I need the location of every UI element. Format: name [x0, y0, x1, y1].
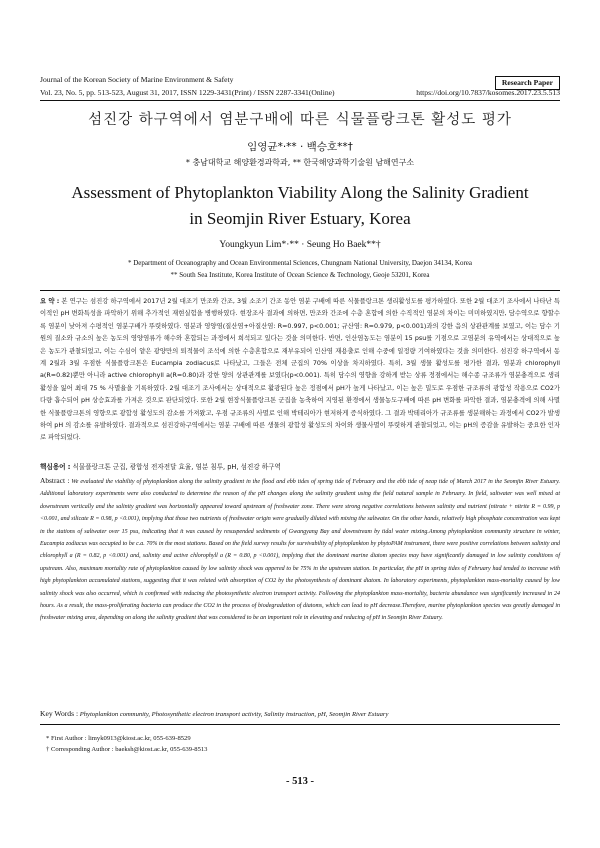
- affiliation-2: ** South Sea Institute, Korea Institute of Ocean Science & Technology, Geoje 53201, Korea: [170, 271, 430, 279]
- english-keywords-label: Key Words :: [40, 709, 79, 718]
- header-rule: [40, 100, 560, 101]
- affiliation-1: * Department of Oceanography and Ocean Environmental Sciences, Chungnam National University, Daejon 34134, Korea: [128, 259, 472, 267]
- first-author-footnote: * First Author : limyk0913@kiost.ac.kr, 055-639-8529: [46, 735, 191, 742]
- english-keywords-text: Phytoplankton community, Photosynthetic electron transport activity, Salinity instruction, pH, Seomjin River Estuary: [79, 711, 389, 718]
- english-affiliation: [40, 257, 560, 281]
- english-title: [40, 180, 560, 232]
- page-number: - 513 -: [286, 776, 314, 787]
- abstract-bottom-rule: [40, 724, 560, 725]
- english-abstract-text: We evaluated the viability of phytoplankton along the salinity gradient in the flood and ebb tides of spring tide of February and the ebb tide of neap tide of March 2017 in the Seomjin River Estuary. Additional laboratory experiments were also conducted to determine the reason of the pH changes along the salinity gradient using the field natural sample in February. In field, saltwater was well mixed at downstream vertically and the salinity gradient was horizontally appeared toward upstream of freshwater zone. There were strong negative correlations between salinity and nutrient (nitrate + nitrite R = 0.99, p <0.001, and silicate R = 0.98, p <0.001), implying that those two nutrients of freshwater origin were gradually diluted with mixing the saltwater. On the other hands, relatively high phosphate concentration was kept in the stations of saltwater over 15 psu, indicating that it was caused by resuspended sediments of Gwangyang Bay and downstream by tidal water mixing.Among phytoplankton community structure in winter, Eucampia zodiacus was occupied to be c.a. 70% in the most stations. Based on the field survey results for survivability of phytoplankton by phytoPAM instrument, there were positive correlations between salinity and chlorophyll a (R = 0.82, p <0.001) and, salinity and active chlorophyll a (R = 0.80, p <0.001), implying that the dominant marine diatom species may have significantly damaged in low salinity conditions of upstream. Also, maximum mortality rate of phytoplankton caused by low salinity shock was appered to be 75% in the upstream station. In particular, the pH in spring tides of February had tended to increase with high phytoplankton accumulated stations, suggesting that it was related with absorption of CO2 by the photosynthesis of dominant diatom. In laboratory experiments, phytoplankton mass-mortality caused by low salinity shock was also occurred, which is confirmed with reducing the photosynthetic electron transport activity. Following the phytoplankton mass-mortality, bacteria abundance was significantly increased in 24 hours. As a result, the mass-proliferating bacteria can produce the CO2 in the process of biodegradation of diatoms, which can lead to pH decrease.Therefore, marine phytoplankton species was greatly damaged in freshwater mixing area, depending on along the salinity gradient that was considered to be an important role in elevating and reducing of pH in Seomjin River Estuary.: [40, 479, 560, 622]
- english-authors: Youngkyun Lim*·** · Seung Ho Baek**†: [219, 240, 381, 250]
- volume-info: Vol. 23, No. 5, pp. 513-523, August 31, 2017, ISSN 1229-3431(Print) / ISSN 2287-3341(Online): [40, 88, 335, 97]
- english-title-line-2: in Seomjin River Estuary, Korea: [189, 209, 411, 228]
- abstract-top-rule: [40, 290, 560, 291]
- korean-abstract-label: 요 약 :: [40, 298, 60, 305]
- corresponding-author-footnote: † Corresponding Author : baeksh@kiost.ac.kr, 055-639-8513: [46, 746, 208, 753]
- korean-keywords-label: 핵심용어 :: [40, 463, 71, 471]
- korean-authors: 임영균*·** · 백승호**†: [247, 141, 353, 153]
- korean-keywords: [40, 461, 560, 471]
- english-title-line-1: Assessment of Phytoplankton Viability Along the Salinity Gradient: [71, 183, 529, 202]
- english-abstract: [40, 475, 560, 625]
- doi-link[interactable]: https://doi.org/10.7837/kosomes.2017.23.5.513: [416, 88, 560, 97]
- journal-name: Journal of the Korean Society of Marine Environment & Safety: [40, 75, 234, 84]
- korean-keywords-text: 식물플랑크톤 군집, 광합성 전자전달 효율, 염분 침투, pH, 섬진강 하구역: [72, 463, 281, 471]
- korean-affiliation: * 충남대학교 해양환경과학과, ** 한국해양과학기술원 남해연구소: [185, 158, 415, 167]
- korean-title: 섬진강 하구역에서 염분구배에 따른 식물플랑크톤 활성도 평가: [88, 112, 512, 128]
- korean-abstract-text: 본 연구는 섬진강 하구역에서 2017년 2월 대조기 만조와 간조, 3월 소조기 간조 동안 염분 구배에 따른 식물플랑크톤 생리활성도를 평가하였다. 또한 2월 대조기 조사에서 나타난 특이적인 pH 변화특성을 파악하기 위해 추가적인 재현실험을 병행하였다. 현장조사 결과에 의하면, 만조와 간조에 수층 혼합에 의한 수직적인 염분의 차이는 미미하였지만, 담수역으로 향할수록 염분이 낮아져 수평적인 염분구배가 뚜렷하였다. 염분과 영양염(질산염+아질산염: R=0.997, p<0.001; 규산염: R=0.979, p<0.001)과의 강한 음의 상관관계를 보였고, 이는 담수 기원의 질소와 규소의 높은 농도의 영양염류가 해수와 혼합되는 과정에서 희석되고 있다는 것을 의미한다. 반면, 인산염농도는 염분이 15 psu를 기점으로 고염분의 유역에서는 상대적으로 높은 농도가 관찰되었고, 이는 수심이 얕은 광양만의 퇴적물이 조석에 의한 수층혼합으로 재부유되어 인산염 재용출로 인해 수중에 일정량 기여하였다는 것을 의미한다. 섬진강 하구역에서 동계 2월과 3월 우점한 식물플랑크톤은 Eucampia zodiacus로 나타났고, 그들은 전체 군집의 70% 이상을 차지하였다. 특히, 3월 생물 활성도를 평가한 결과, 염분과 chlorophyll a(R=0.82)뿐만 아니라 active chlorophyll a(R=0.80)과 강한 양의 상관관계를 보였다(p<0.001). 특히 담수의 영향을 강하게 받는 상류 정점에서는 해수종 규조류가 염분충격으로 생리활성을 잃어 최대 75 % 사멸율을 기록하였다. 2월 대조기 조사에서는 상대적으로 활광된다 높은 정점에서 pH가 높게 나타났고, 이는 높은 밀도로 우점한 규조류의 광합성 작용으로 CO2가 다량 흡수되어 pH 상승효과를 가져온 것으로 판단되었다. 또한 2월 현장식물플랑크톤 군집을 농축하여 지영된 환경에서 생물농도구배에 따른 pH 변화를 파악한 결과, 염분충격에 의해 사멸한 식물플랑크톤의 영향으로 광합성 활성도의 감소를 가져왔고, 우점 규조류의 사멸로 인해 박테리아가 현저하게 증식하였다. 그 결과 박테리아가 규조류를 생분해하는 과정에서 CO2가 발생하여 pH 의 감소를 유발하였다. 결과적으로 섬진강하구역에서는 염분 구배에 따른 생물의 광합성 활성도의 차이와 생물사멸이 뚜렷하게 관찰되었고, 이는 pH의 증감을 유발하는 중요한 인자로 파악되었다.: [40, 298, 560, 442]
- footnotes: [46, 733, 207, 755]
- korean-abstract: [40, 296, 560, 445]
- english-keywords: [40, 709, 560, 718]
- english-abstract-label: Abstract :: [40, 476, 70, 485]
- research-paper-badge: Research Paper: [495, 76, 560, 90]
